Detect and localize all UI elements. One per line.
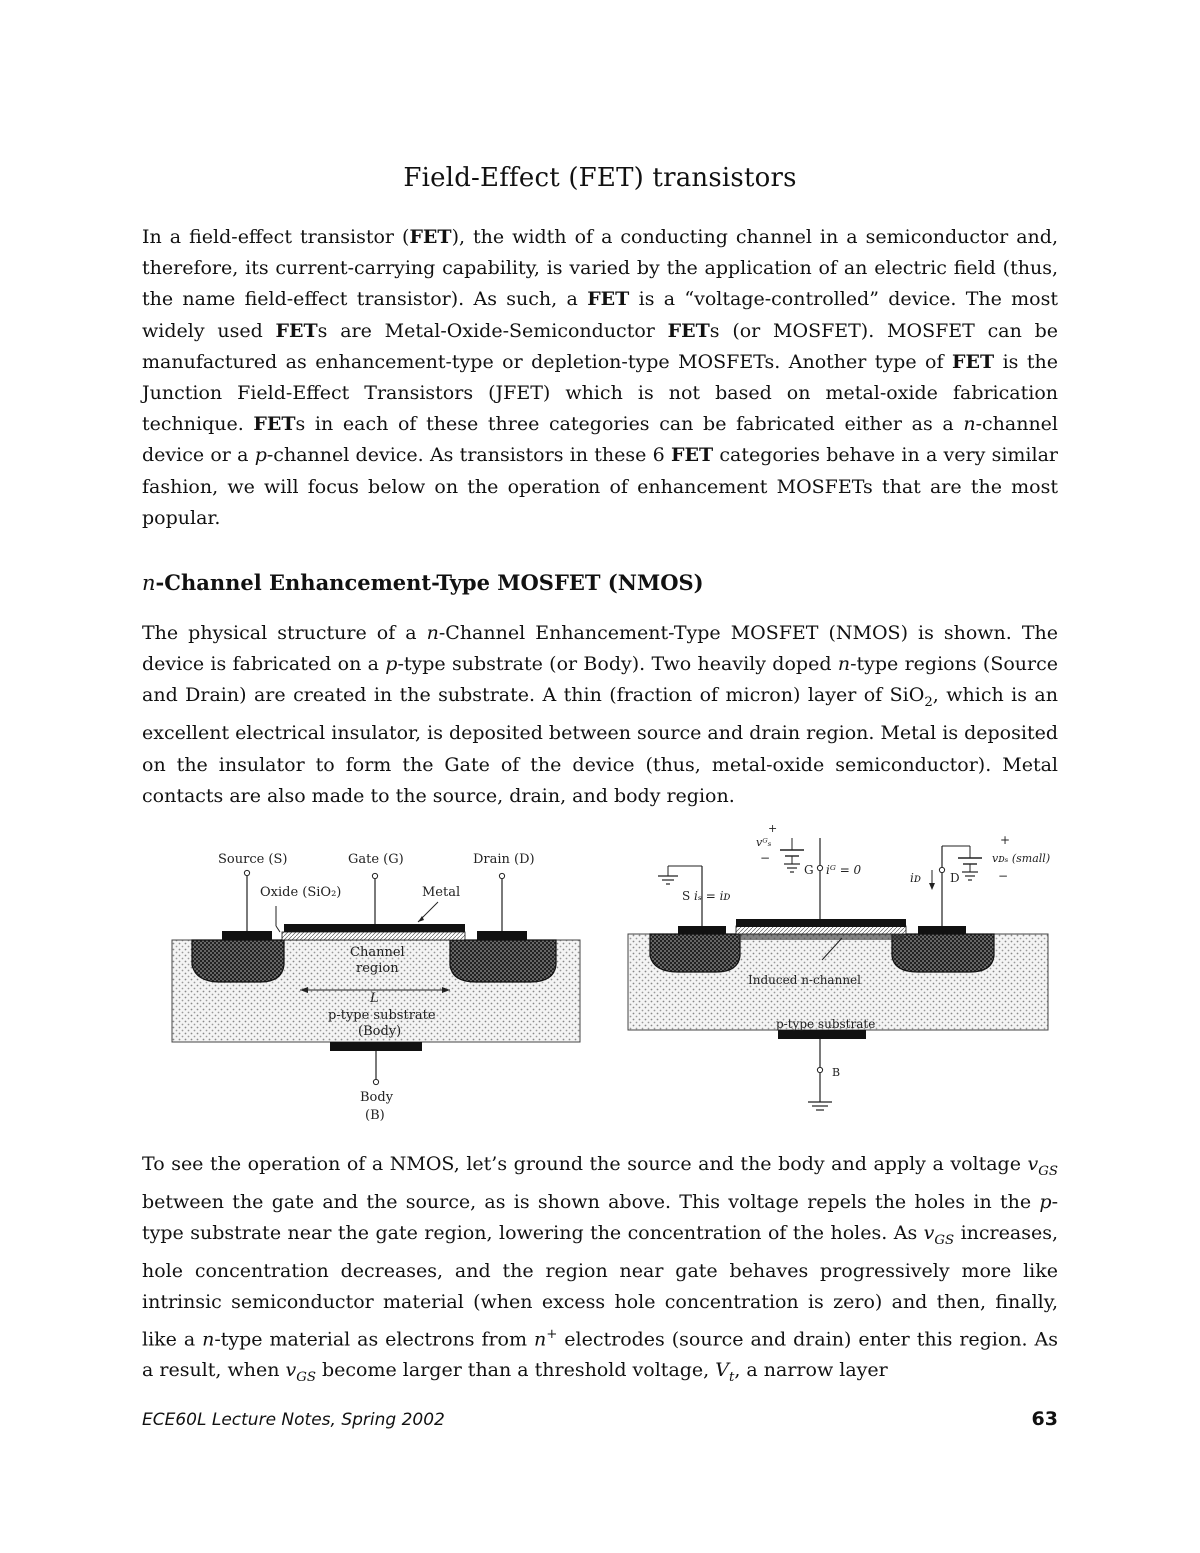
source-label: Source (S) xyxy=(218,852,288,867)
text: between the gate and the source, as is shown above. This voltage repels the holes in the xyxy=(142,1191,1040,1213)
math-var: n xyxy=(533,1327,547,1350)
structure-paragraph xyxy=(142,618,1058,812)
oxide-layer xyxy=(736,926,906,934)
drain-contact xyxy=(477,931,527,940)
footer-course: ECE60L Lecture Notes, Spring 2002 xyxy=(142,1410,445,1430)
text: ), the width of a conducting channel in a semiconductor and, therefore, its current-carrying capability, is varied by the application of an electric field (thus, the name field-effect transistor). As such, a xyxy=(142,226,1058,311)
body-terminal-abbrev: (B) xyxy=(365,1108,385,1123)
text: The physical structure of a xyxy=(142,622,427,644)
text-bold: FET xyxy=(409,226,452,248)
math-var: n xyxy=(837,653,851,676)
channel-label: Channel xyxy=(350,945,405,960)
source-n-region xyxy=(650,934,740,972)
text: -type substrate (or Body). Two heavily doped xyxy=(397,653,838,676)
intro-paragraph xyxy=(142,222,1058,534)
text: is the Junction Field-Effect Transistors (JFET) which is not based on metal-oxide fabrication technique. xyxy=(142,350,1058,436)
ig-label: iᴳ = 0 xyxy=(826,863,862,877)
body-terminal-label: B xyxy=(832,1066,841,1079)
subscript: GS xyxy=(934,1233,955,1248)
gate-label: Gate (G) xyxy=(348,852,404,867)
section-heading xyxy=(142,570,704,595)
text: -Channel Enhancement-Type MOSFET (NMOS) is shown. The device is fabricated on a xyxy=(142,622,1058,676)
vds-plus: + xyxy=(1000,833,1011,847)
text: is a “voltage-controlled” device. The most widely used xyxy=(142,288,1059,342)
text: s in each of these three categories can be fabricated either as a xyxy=(295,413,964,436)
text: -channel device or a xyxy=(142,413,1058,467)
vds-minus: − xyxy=(998,869,1009,883)
gate-metal xyxy=(284,924,465,932)
math-var: V xyxy=(715,1359,729,1382)
heading-text: -Channel Enhancement-Type MOSFET xyxy=(155,570,601,595)
gate-terminal-label: G xyxy=(804,863,814,877)
text: electrodes (source and drain) enter this region. As a result, when xyxy=(142,1327,1058,1382)
math-var: p xyxy=(385,653,398,676)
body-contact xyxy=(778,1030,866,1039)
source-terminal-label: S xyxy=(682,889,691,903)
gate-metal xyxy=(736,919,906,927)
body-terminal-label: Body xyxy=(360,1090,394,1105)
text-bold: FET xyxy=(670,444,714,467)
text-bold: FET xyxy=(667,319,710,342)
superscript: + xyxy=(546,1326,558,1342)
text: -type substrate near the gate region, lowering the concentration of the holes. As xyxy=(142,1191,1058,1245)
text: s (or MOSFET). MOSFET can be manufactured as enhancement-type or depletion-type MOSFETs. Another type of xyxy=(142,319,1059,373)
substrate-label: p-type substrate xyxy=(776,1017,876,1031)
text: , a narrow layer xyxy=(734,1359,888,1382)
page-number: 63 xyxy=(1031,1408,1058,1430)
math-var: v xyxy=(285,1359,297,1382)
substrate-label: p-type substrate xyxy=(328,1008,436,1023)
metal-label: Metal xyxy=(422,885,461,900)
subscript: 2 xyxy=(924,695,933,711)
source-contact xyxy=(222,931,272,940)
region-label: region xyxy=(356,961,399,976)
oxide-layer xyxy=(282,932,465,940)
length-label: L xyxy=(370,991,379,1006)
drain-contact xyxy=(918,926,966,934)
induced-channel-label: Induced n-channel xyxy=(748,973,861,987)
heading-paren: (NMOS) xyxy=(600,570,704,595)
text: categories behave in a very similar fashion, we will focus below on the operation of enhancement MOSFETs that are the most popular. xyxy=(142,444,1058,529)
text-bold: FET xyxy=(587,288,630,311)
math-var: p xyxy=(1039,1191,1052,1213)
subscript: t xyxy=(729,1369,735,1385)
drain-label: Drain (D) xyxy=(473,852,535,867)
text: s are Metal-Oxide-Semiconductor xyxy=(317,319,668,342)
drain-terminal-label: D xyxy=(950,871,960,885)
text-bold: FET xyxy=(275,319,318,342)
text-bold: FET xyxy=(253,413,296,436)
text-bold: FET xyxy=(951,350,995,373)
vgs-plus: + xyxy=(768,822,778,835)
math-var: n xyxy=(142,571,156,595)
math-var: n xyxy=(426,622,439,644)
is-label: iₛ = iᴅ xyxy=(694,889,731,903)
page-title: Field-Effect (FET) transistors xyxy=(403,163,797,194)
operation-paragraph xyxy=(142,1149,1058,1393)
text: -type regions (Source and Drain) are created in the substrate. A thin (fraction of micron) layer of SiO xyxy=(142,653,1058,707)
body-region-label: (Body) xyxy=(358,1024,402,1039)
text: To see the operation of a NMOS, let’s ground the source and the body and apply a voltage xyxy=(142,1153,1028,1175)
source-n-region xyxy=(192,940,284,982)
math-var: v xyxy=(923,1222,935,1245)
vds-label: vᴅₛ (small) xyxy=(992,852,1051,865)
vgs-label: vᴳₛ xyxy=(756,836,772,849)
vgs-minus: − xyxy=(760,851,771,865)
text: In a field-effect transistor ( xyxy=(142,226,410,248)
math-var: n xyxy=(202,1327,215,1350)
subscript: GS xyxy=(296,1369,316,1385)
source-contact xyxy=(678,926,726,934)
oxide-label: Oxide (SiO₂) xyxy=(260,885,342,900)
math-var: p xyxy=(254,444,267,467)
text: , which is an excellent electrical insulator, is deposited between source and drain region. Metal is deposited on the insulator to form the Gate of the device (thus, metal-oxide semiconductor). Metal contacts are also made to the source, drain, and body region. xyxy=(142,684,1058,807)
text: -channel device. As transistors in these 6 xyxy=(266,444,671,467)
math-var: v xyxy=(1027,1153,1039,1175)
drain-n-region xyxy=(450,940,556,982)
nmos-bias-figure xyxy=(620,820,1060,1120)
drain-n-region xyxy=(892,934,994,972)
subscript: GS xyxy=(1038,1163,1058,1179)
text: increases, hole concentration decreases, and the region near gate behaves progressively more like intrinsic semiconductor material (when excess hole concentration is zero) and then, finally, like a xyxy=(142,1222,1058,1350)
body-contact xyxy=(330,1042,422,1051)
text: -type material as electrons from xyxy=(214,1327,534,1350)
math-var: n xyxy=(963,413,976,436)
induced-channel xyxy=(738,934,904,940)
text: become larger than a threshold voltage, xyxy=(315,1359,716,1382)
nmos-structure-figure xyxy=(160,840,590,1130)
id-label: iᴅ xyxy=(910,871,921,885)
